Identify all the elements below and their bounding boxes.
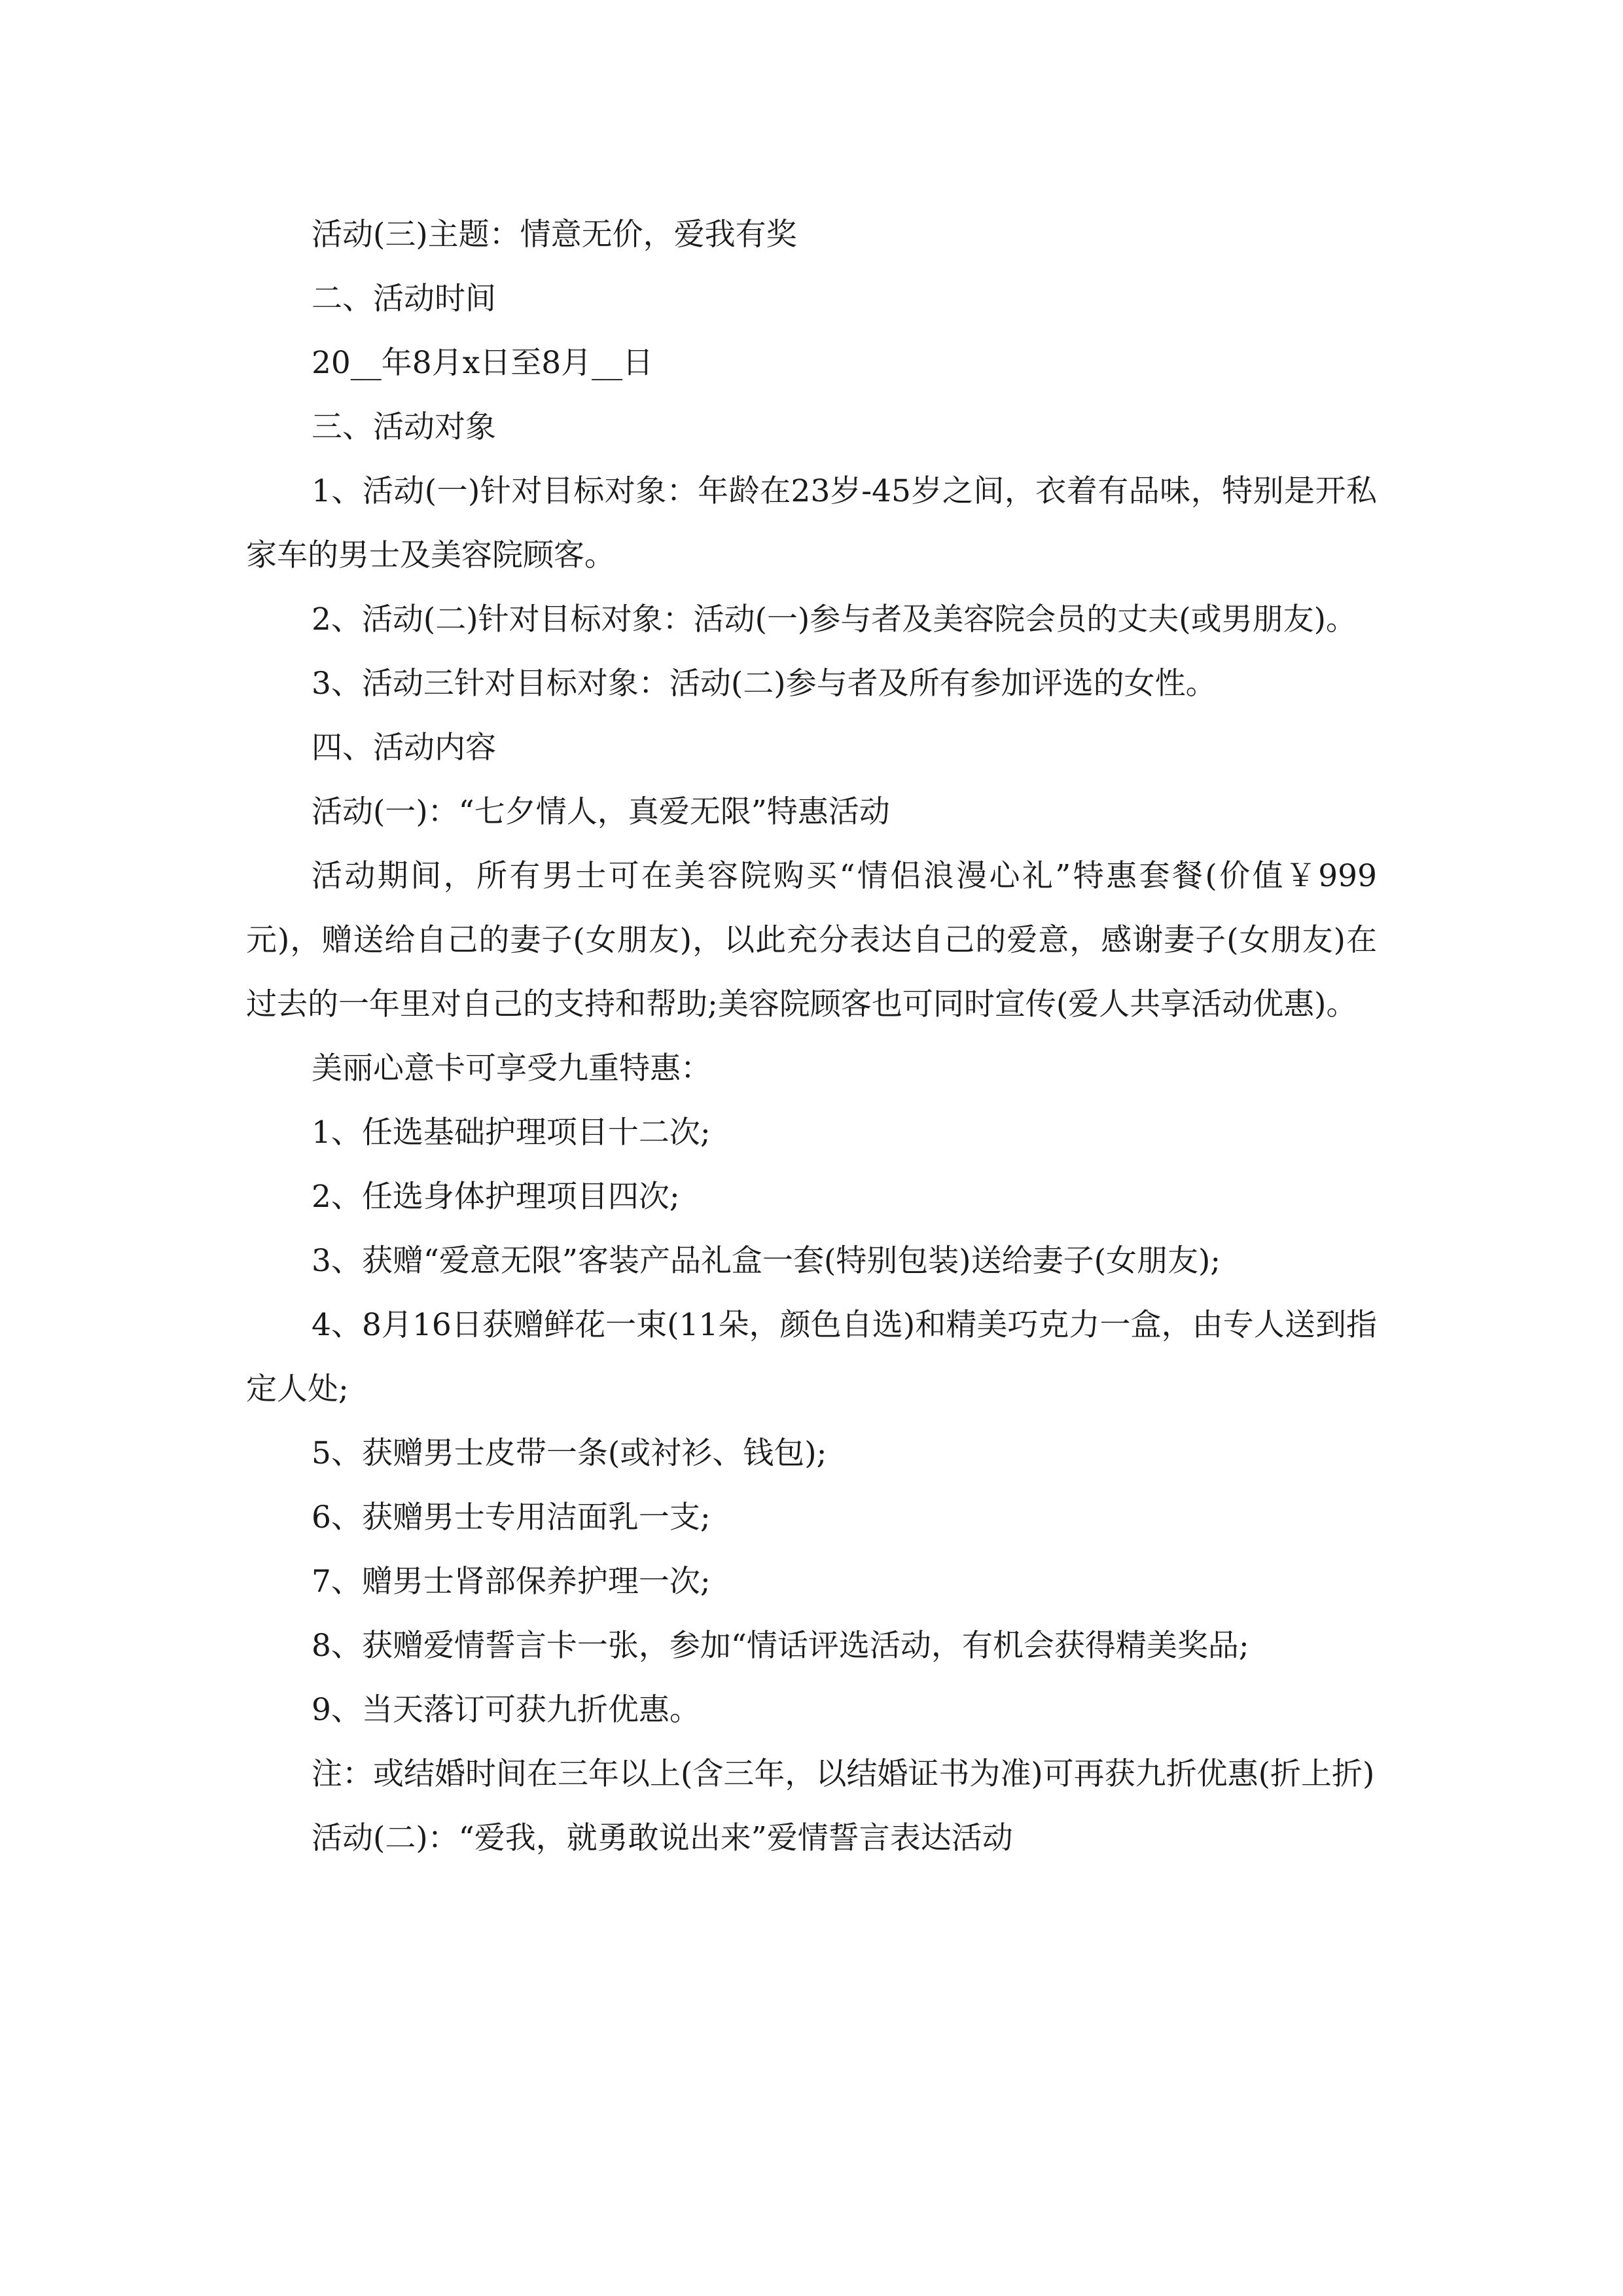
activity-2-title: 活动(二)：“爱我，就勇敢说出来”爱情誓言表达活动 — [312, 1820, 1013, 1856]
target-item-2: 2、活动(二)针对目标对象：活动(一)参与者及美容院会员的丈夫(或男朋友)。 — [312, 601, 1357, 637]
benefit-item-8: 8、获赠爱情誓言卡一张，参加“情话评选活动，有机会获得精美奖品; — [312, 1628, 1249, 1664]
benefit-note: 注：或结婚时间在三年以上(含三年，以结婚证书为准)可再获九折优惠(折上折) — [312, 1756, 1375, 1792]
section-heading-content: 四、活动内容 — [312, 730, 496, 766]
activity-1-title: 活动(一)：“七夕情人，真爱无限”特惠活动 — [312, 794, 890, 830]
benefit-item-9: 9、当天落订可获九折优惠。 — [312, 1692, 700, 1728]
benefit-item-4: 4、8月16日获赠鲜花一束(11朵，颜色自选)和精美巧克力一盒，由专人送到指定人处; — [246, 1307, 1377, 1407]
section-heading-target: 三、活动对象 — [312, 409, 496, 445]
benefit-item-7: 7、赠男士肾部保养护理一次; — [312, 1564, 711, 1600]
target-item-1: 1、活动(一)针对目标对象：年龄在23岁-45岁之间，衣着有品味，特别是开私家车的男士及美容院顾客。 — [246, 473, 1377, 573]
heading-activity-3-theme: 活动(三)主题：情意无价，爱我有奖 — [312, 217, 797, 253]
section-heading-time: 二、活动时间 — [312, 281, 496, 317]
target-item-3: 3、活动三针对目标对象：活动(二)参与者及所有参加评选的女性。 — [312, 666, 1217, 702]
activity-1-description: 活动期间，所有男士可在美容院购买“情侣浪漫心礼”特惠套餐(价值￥999元)，赠送给自己的妻子(女朋友)，以此充分表达自己的爱意，感谢妻子(女朋友)在过去的一年里对自己的支持和帮助;美容院顾客也可同时宣传(爱人共享活动优惠)。 — [246, 858, 1377, 1022]
benefit-item-5: 5、获赠男士皮带一条(或衬衫、钱包); — [312, 1435, 827, 1471]
document-body — [246, 203, 1377, 1871]
activity-date-range: 20__年8月x日至8月__日 — [312, 345, 654, 381]
benefit-item-6: 6、获赠男士专用洁面乳一支; — [312, 1499, 711, 1535]
benefit-item-3: 3、获赠“爱意无限”客装产品礼盒一套(特别包装)送给妻子(女朋友); — [312, 1243, 1221, 1279]
benefit-item-2: 2、任选身体护理项目四次; — [312, 1179, 680, 1215]
benefit-item-1: 1、任选基础护理项目十二次; — [312, 1115, 711, 1151]
card-benefits-intro: 美丽心意卡可享受九重特惠： — [312, 1050, 711, 1086]
